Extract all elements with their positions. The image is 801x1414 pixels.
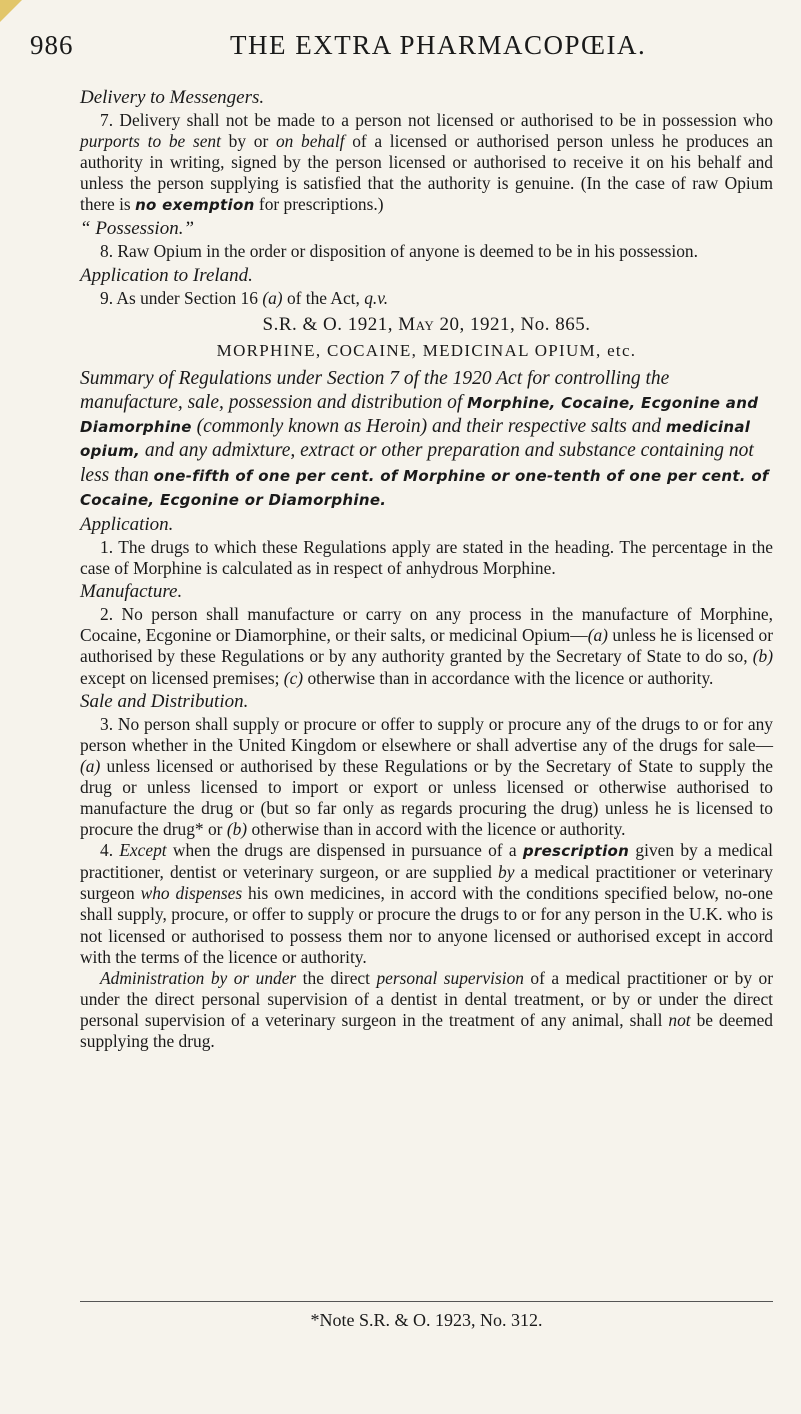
heading-application: Application. <box>80 514 174 536</box>
heading-possession: “ Possession.” <box>80 218 195 240</box>
heading-manufacture: Manufacture. <box>80 581 183 603</box>
heading-delivery: Delivery to Messengers. <box>80 87 265 108</box>
section-title: MORPHINE, COCAINE, MEDICINAL OPIUM, etc. <box>216 340 637 360</box>
paragraph-8: 8. Raw Opium in the order or disposition of anyone is deemed to be in his possession. <box>100 241 698 262</box>
page-body <box>80 85 773 1052</box>
summary-paragraph: Summary of Regulations under Section 7 of the 1920 Act for controlling the manufacture, sale, possession and distribution of Morphine, Cocaine, Ecgonine and Diamorphine (commonly known as Heroin) and their respective salts and medicinal opium, and any admixture, extract or other preparation and substance containing not less than one-fifth of one per cent. of Morphine or one-tenth of one per cent. of Cocaine, Ecgonine or Diamorphine. <box>80 367 769 509</box>
running-title: THE EXTRA PHARMACOPŒIA. <box>230 30 647 60</box>
paragraph-9: 9. As under Section 16 (a) of the Act, q.v. <box>100 287 389 308</box>
paragraph-3: 3. No person shall supply or procure or offer to supply or procure any of the drugs to or for any person whether in the United Kingdom or elsewhere or shall advertise any of the drugs for sale—(a) unless licensed or authorised by these Regulations or by the Secretary of State to supply the drug or unless licensed to import or export or unless licensed or otherwise authorised to manufacture the drug or (but so far only as regards procuring the drug) unless he is licensed to procure the drug* or (b) otherwise than in accord with the licence or authority. <box>80 713 773 840</box>
paragraph-4: 4. Except when the drugs are dispensed in pursuance of a prescription given by a medical practitioner, dentist or veterinary surgeon, or are supplied by a medical practitioner or veterinary surgeon who dispenses his own medicines, in accord with the conditions specified below, no-one shall supply, procure, or offer to supply or procure the drugs to or for any person in the U.K. who is not licensed or authorised to possess them nor to anyone licensed or authorised except in accord with the terms of the licence or authority. <box>80 840 773 967</box>
paragraph-2: 2. No person shall manufacture or carry on any process in the manufacture of Morphine, Cocaine, Ecgonine or Diamorphine, or their salts, or medicinal Opium—(a) unless he is licensed or authorised by these Regulations or by any authority granted by the Secretary of State to do so, (b) except on licensed premises; (c) otherwise than in accordance with the licence or authority. <box>80 604 773 688</box>
heading-sale-distribution: Sale and Distribution. <box>80 690 249 712</box>
footnote-rule <box>80 1301 773 1302</box>
page-corner-mark <box>0 0 22 22</box>
paragraph-1: 1. The drugs to which these Regulations apply are stated in the heading. The percentage in the case of Morphine is calculated as in respect of anhydrous Morphine. <box>80 537 773 579</box>
heading-ireland: Application to Ireland. <box>80 264 253 286</box>
statutory-reference: S.R. & O. 1921, May 20, 1921, No. 865. <box>262 313 591 335</box>
paragraph-7: 7. Delivery shall not be made to a person not licensed or authorised to be in possession who purports to be sent by or on behalf of a licensed or authorised person unless he produces an authority in writing, signed by the person licensed or authorised to receive it on his behalf and unless the person supplying is satisfied that the authority is genuine. (In the case of raw Opium there is no exemption for prescriptions.) <box>80 110 773 215</box>
page-number: 986 <box>30 30 74 60</box>
page-header <box>30 30 770 70</box>
paragraph-administration: Administration by or under the direct personal supervision of a medical practitioner or by or under the direct personal supervision of a dentist in dental treatment, or by or under the direct personal supervision of a veterinary surgeon in the treatment of any animal, shall not be deemed supplying the drug. <box>80 967 774 1052</box>
footnote: *Note S.R. & O. 1923, No. 312. <box>310 1310 543 1330</box>
